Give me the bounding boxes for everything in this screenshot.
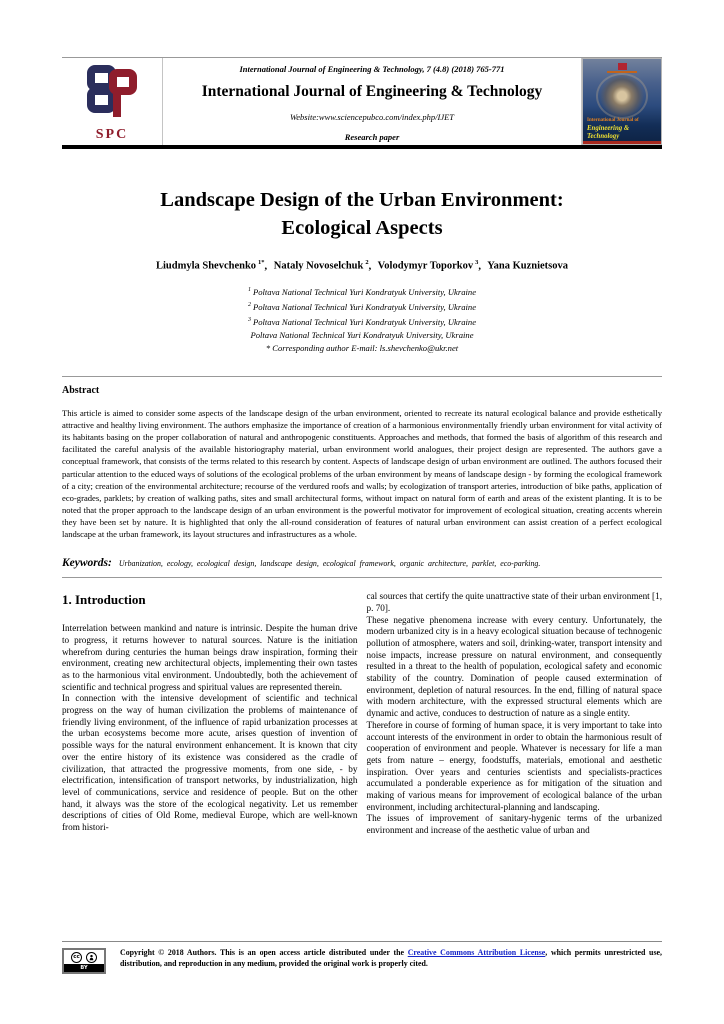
- author-name: Liudmyla Shevchenko: [155, 260, 257, 272]
- abstract-body: This article is aimed to consider some aspects of the landscape design of the urban environment, oriented to recreate its natural ecological balance and provide esthetically attractive and healthy living environment. The authors emphasize the importance of creation of a harmonious environmentally friendly urban environment for vital activity of its habitants basing on the proper collaboration of natural and anthropogenic constituents. Approaches and methods, that formed the basis of algorithm of this research and facilitated the careful analysis of the available historiography material, urban environment world analogues, their project design are represented. The authors gave a conceptual framework, that consists of the terms related to this research by content. Aspects of landscape design of urban environment are outlined. The authors focused their particular attention to the educed ways of solutions of the ecological problems of the urban environment by means of landscape design - by forming the ecological framework of a city; creation of the environmental architecture; recourse of the verdured roofs and walls; by ecologization of transport arteries, introduction of bike paths, application of eco-grades, parklets; by creation of walking paths, sites and small architectural forms, without impact on natural form of earth and areas of the existent planting. It is to be noted that the proper approach to the landscape design of an urban environment is the powerful motivator for improvement of ecological situation, creating accents wherein they have been set by nature. It is highlighted that only the all-round consideration of features of natural urban environment can assist creation of a perfect ecological landscape at the urban framework, its layout structures and infrastructures as a whole.: [62, 408, 662, 540]
- keywords-text: Urbanization, ecology, ecological design, landscape design, ecological framework, organic architecture, parklet, eco-parking.: [118, 559, 541, 569]
- corresponding-author-email: * Corresponding author E-mail: ls.shevchenko@ukr.net: [265, 342, 459, 353]
- intro-paragraph: In connection with the intensive development of scientific and technical progress on the way of human civilization the problems of maintenance of friendly living environment, of the influence of rapid urbanization processes at the urban ecosystems become more acute, arises question of invention of possible ways for the natural environment enhancement. It is known that city over the entire history of its existence was considered as the cradle of civilization, that attracted the progressive moments, from one side, - by electrification, intensification of transport networks, by industrialization, high level of communications, service and residence of people. But on the other hand, it always was the store of the ecological negativity. Let us remember descriptions of cities of Old Rome, medieval Europe, which are well-known from histori-: [62, 693, 358, 833]
- author-separator: ,: [264, 260, 268, 272]
- affiliation-line: [62, 314, 662, 329]
- intro-paragraph: These negative phenomena increase with every century. Unfortunately, the modern urbanized city is in a heavy ecological situation because of technogenic pollution of atmosphere, waters and soil, drinking-water, transport intensity and noise impacts, increase pressure on natural environment, and consequently resulted in a threat to the health of population, ecological safety and economic stability of the country. Domination of people caused extermination of environment, depletion of natural resources. In the end, filling of natural space with modern architecture, with the expressed structural elements which are dynamic and active, conduces to destruction of nature as a single entity.: [366, 614, 662, 719]
- paper-type-label: Research paper: [344, 132, 400, 142]
- affiliation-text: Poltava National Technical Yuri Kondratyuk University, Ukraine: [252, 301, 477, 312]
- authors-line: [62, 259, 662, 272]
- affiliation-line: [62, 299, 662, 314]
- affiliations-block: [62, 284, 662, 356]
- article-title: [62, 186, 662, 242]
- copyright-text-post: , which permits unrestricted use, distribution, and reproduction in any medium, provided the original work is properly cited.: [120, 948, 662, 968]
- author-name: Yana Kuznietsova: [487, 260, 569, 272]
- intro-paragraph: cal sources that certify the quite unattractive state of their urban environment [1, p. 70].: [366, 591, 662, 613]
- cc-badge-by-label: BY: [64, 964, 104, 972]
- copyright-notice: [120, 948, 662, 970]
- intro-paragraph: The issues of improvement of sanitary-hygenic terms of the urbanized environment and increase of the aesthetic value of urban and: [366, 813, 662, 836]
- intro-paragraph: Therefore in course of forming of human space, it is very important to take into account interests of the environment in order to obtain the harmonious result of cooperation of environment and people. Whatever is necessary for life a man gets from nature – energy, foodstuffs, materials, emotional and aesthetic inspiration. Over years and centuries scientists and specialists-practices accumulated a ponderable experience as for mitigation of the situation and making of various means for improvement of ecological balance of the urban environment, including architectural-planning and landscaping.: [366, 719, 662, 812]
- cover-journal-line2: Engineering & Technology: [587, 125, 630, 141]
- abstract-heading: Abstract: [62, 385, 100, 397]
- affiliation-text: Poltava National Technical Yuri Kondratyuk University, Ukraine: [250, 329, 474, 340]
- journal-cover-thumbnail: [582, 58, 662, 145]
- license-footer: [62, 941, 662, 974]
- abstract-top-rule: [62, 376, 662, 377]
- section-heading-introduction: 1. Introduction: [62, 592, 146, 608]
- journal-website: Website:www.sciencepubco.com/index.php/IJET: [289, 112, 455, 122]
- affiliation-line: [62, 329, 662, 342]
- author-separator: ,: [478, 260, 481, 272]
- cc-by-badge: [62, 948, 106, 974]
- left-column: [62, 591, 358, 837]
- affiliation-text: Poltava National Technical Yuri Kondratyuk University, Ukraine: [252, 316, 477, 327]
- cover-emblem-icon: [618, 63, 627, 70]
- right-column: [367, 591, 663, 837]
- author-separator: ,: [368, 260, 372, 272]
- cover-machine-image: [598, 75, 646, 117]
- journal-header: [62, 57, 662, 149]
- affiliation-superscript: 2: [247, 301, 251, 308]
- publisher-logo: [62, 58, 162, 145]
- keywords-label: Keywords:: [62, 557, 112, 570]
- author-superscript: 2: [365, 259, 369, 266]
- cover-journal-line1: International Journal of: [587, 118, 639, 124]
- person-icon: [86, 952, 97, 963]
- cover-bottom-strip: [583, 141, 661, 144]
- spc-logo-icon: [84, 63, 140, 126]
- author-superscript: 1*: [258, 259, 265, 266]
- copyright-text-pre: Copyright © 2018 Authors. This is an open access article distributed under the: [120, 948, 408, 957]
- affiliation-text: Poltava National Technical Yuri Kondratyuk University, Ukraine: [252, 286, 477, 297]
- article-title-line2: Ecological Aspects: [281, 217, 443, 239]
- journal-citation: International Journal of Engineering & Technology, 7 (4.8) (2018) 765-771: [239, 64, 505, 74]
- creative-commons-license-link[interactable]: Creative Commons Attribution License: [407, 948, 546, 957]
- journal-header-middle: [162, 58, 582, 145]
- journal-title: International Journal of Engineering & Technology: [201, 83, 543, 100]
- affiliation-superscript: 1: [247, 286, 251, 293]
- affiliation-line: [62, 284, 662, 299]
- keywords-row: [62, 553, 662, 578]
- cc-icon: cc: [71, 952, 82, 963]
- cover-emblem-bar: [607, 71, 637, 74]
- affiliation-superscript: 3: [247, 316, 251, 323]
- affiliation-line: [62, 342, 662, 355]
- intro-paragraph: Interrelation between mankind and nature is intrinsic. Despite the human drive to progress, it returns however to natural sources. Nature is the initiation wherefrom during centuries the human beings draw inspiration, forming their environment, creating new architectural objects, implementing their own tastes as to the harmonious vital environment. Undoubtedly, both the achievement of scientific and technical progress and spiritual values are represented therein.: [62, 623, 358, 692]
- author-name: Volodymyr Toporkov: [377, 260, 474, 272]
- author-name: Nataly Novoselchuk: [273, 260, 364, 272]
- author-superscript: 3: [475, 259, 479, 266]
- article-title-line1: Landscape Design of the Urban Environment:: [160, 189, 564, 211]
- spc-logo-text: SPC: [95, 126, 129, 142]
- cc-badge-icons: [64, 950, 104, 964]
- body-columns: [62, 591, 662, 837]
